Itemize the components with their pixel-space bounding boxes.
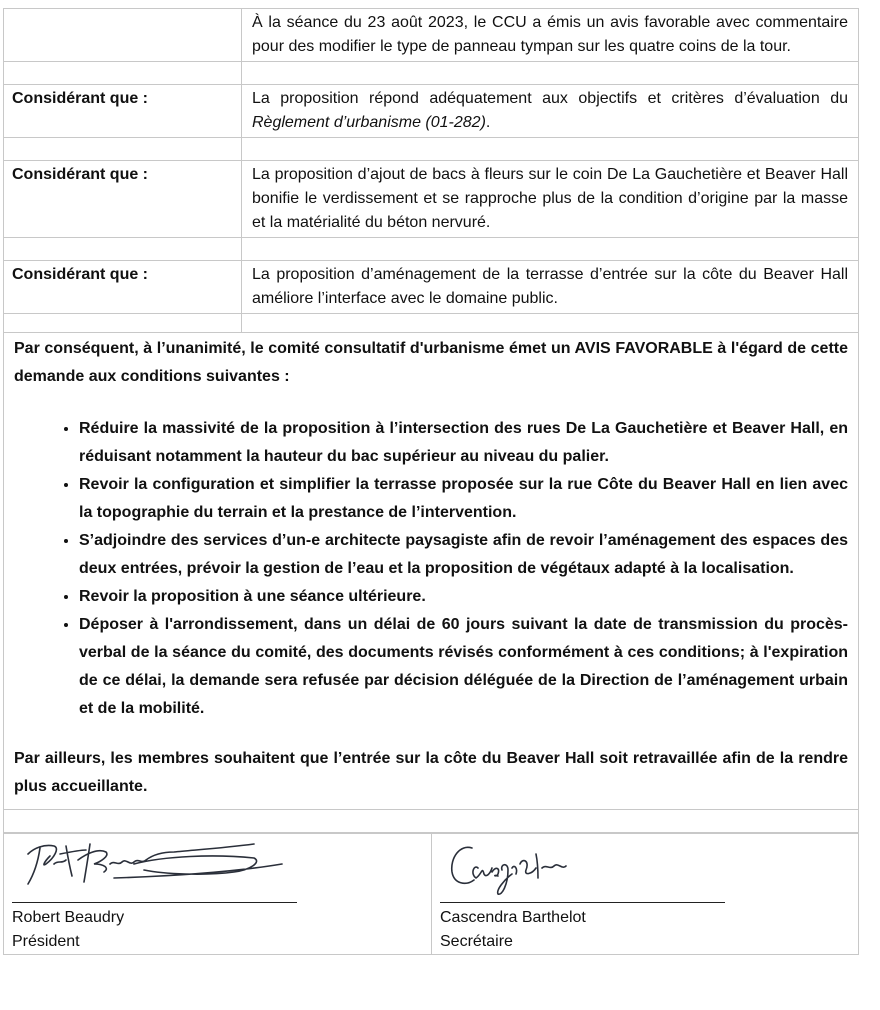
decision-lead: Par conséquent, à l’unanimité, le comité consultatif d'urbanisme émet un AVIS FAVORABLE à l'égard de cette demande aux conditions suivantes :	[14, 340, 848, 385]
signature-table	[3, 833, 859, 955]
spacer-row	[4, 62, 859, 85]
signature-line	[440, 902, 725, 903]
table-row	[4, 85, 859, 138]
considering-text-planters: La proposition d’ajout de bacs à fleurs sur le coin De La Gauchetière et Beaver Hall bonifie le verdissement et se rapproche plus de la condition d’origine par la masse et la matérialité du béton nervuré.	[242, 161, 859, 238]
spacer-row	[4, 314, 859, 333]
signature-block-president	[4, 834, 432, 955]
table-row	[4, 261, 859, 314]
table-row	[4, 9, 859, 62]
handwritten-signature-icon	[14, 834, 294, 896]
signatory-name: Robert Beaudry	[12, 909, 125, 926]
deliberation-table	[3, 8, 859, 833]
spacer-row	[4, 138, 859, 161]
table-row	[4, 161, 859, 238]
considering-label: Considérant que :	[4, 161, 242, 238]
list-item: • Réduire la massivité de la proposition à l’intersection des rues De La Gauchetière et Beaver Hall, en réduisant notamment la hauteur du bac supérieur au niveau du palier.	[79, 415, 848, 471]
signatory-name: Cascendra Barthelot	[440, 909, 586, 926]
list-item: • Revoir la configuration et simplifier la terrasse proposée sur la rue Côte du Beaver Hall en lien avec la topographie du terrain et la prestance de l’intervention.	[79, 471, 848, 527]
list-item: • S’adjoindre des services d’un-e architecte paysagiste afin de revoir l’aménagement des espaces des deux entrées, prévoir la gestion de l’eau et la proposition de végétaux adapté à la localisation.	[79, 527, 848, 583]
document-page	[3, 8, 858, 955]
list-item: • Revoir la proposition à une séance ultérieure.	[79, 583, 848, 611]
empty-label-cell	[4, 9, 242, 62]
conditions-list	[14, 415, 848, 723]
regulation-title: Règlement d’urbanisme (01-282)	[252, 114, 486, 131]
handwritten-signature-icon	[442, 834, 722, 896]
considering-label: Considérant que :	[4, 261, 242, 314]
signature-block-secretary	[432, 834, 859, 955]
table-row	[4, 333, 859, 810]
list-item: • Déposer à l'arrondissement, dans un délai de 60 jours suivant la date de transmission du procès-verbal de la séance du comité, des documents révisés conformément à ces conditions; à l'expiration de ce délai, la demande sera refusée par décision déléguée de la Direction de l’aménagement urbain et de la mobilité.	[79, 611, 848, 723]
considering-label: Considérant que :	[4, 85, 242, 138]
closing-remark: Par ailleurs, les membres souhaitent que l’entrée sur la côte du Beaver Hall soit retravaillée afin de la rendre plus accueillante.	[14, 750, 848, 795]
previous-opinion-text: À la séance du 23 août 2023, le CCU a émis un avis favorable avec commentaire pour des modifier le type de panneau tympan sur les quatre coins de la tour.	[242, 9, 859, 62]
signature-line	[12, 902, 297, 903]
signatory-role: Président	[12, 933, 80, 950]
summary-cell	[4, 333, 859, 810]
considering-text-terrace: La proposition d’aménagement de la terrasse d’entrée sur la côte du Beaver Hall améliore l’interface avec le domaine public.	[242, 261, 859, 314]
signatory-role: Secrétaire	[440, 933, 513, 950]
spacer-row	[4, 238, 859, 261]
considering-text-regulation: La proposition répond adéquatement aux objectifs et critères d’évaluation du Règlement d’urbanisme (01-282).	[242, 85, 859, 138]
spacer-row	[4, 810, 859, 833]
